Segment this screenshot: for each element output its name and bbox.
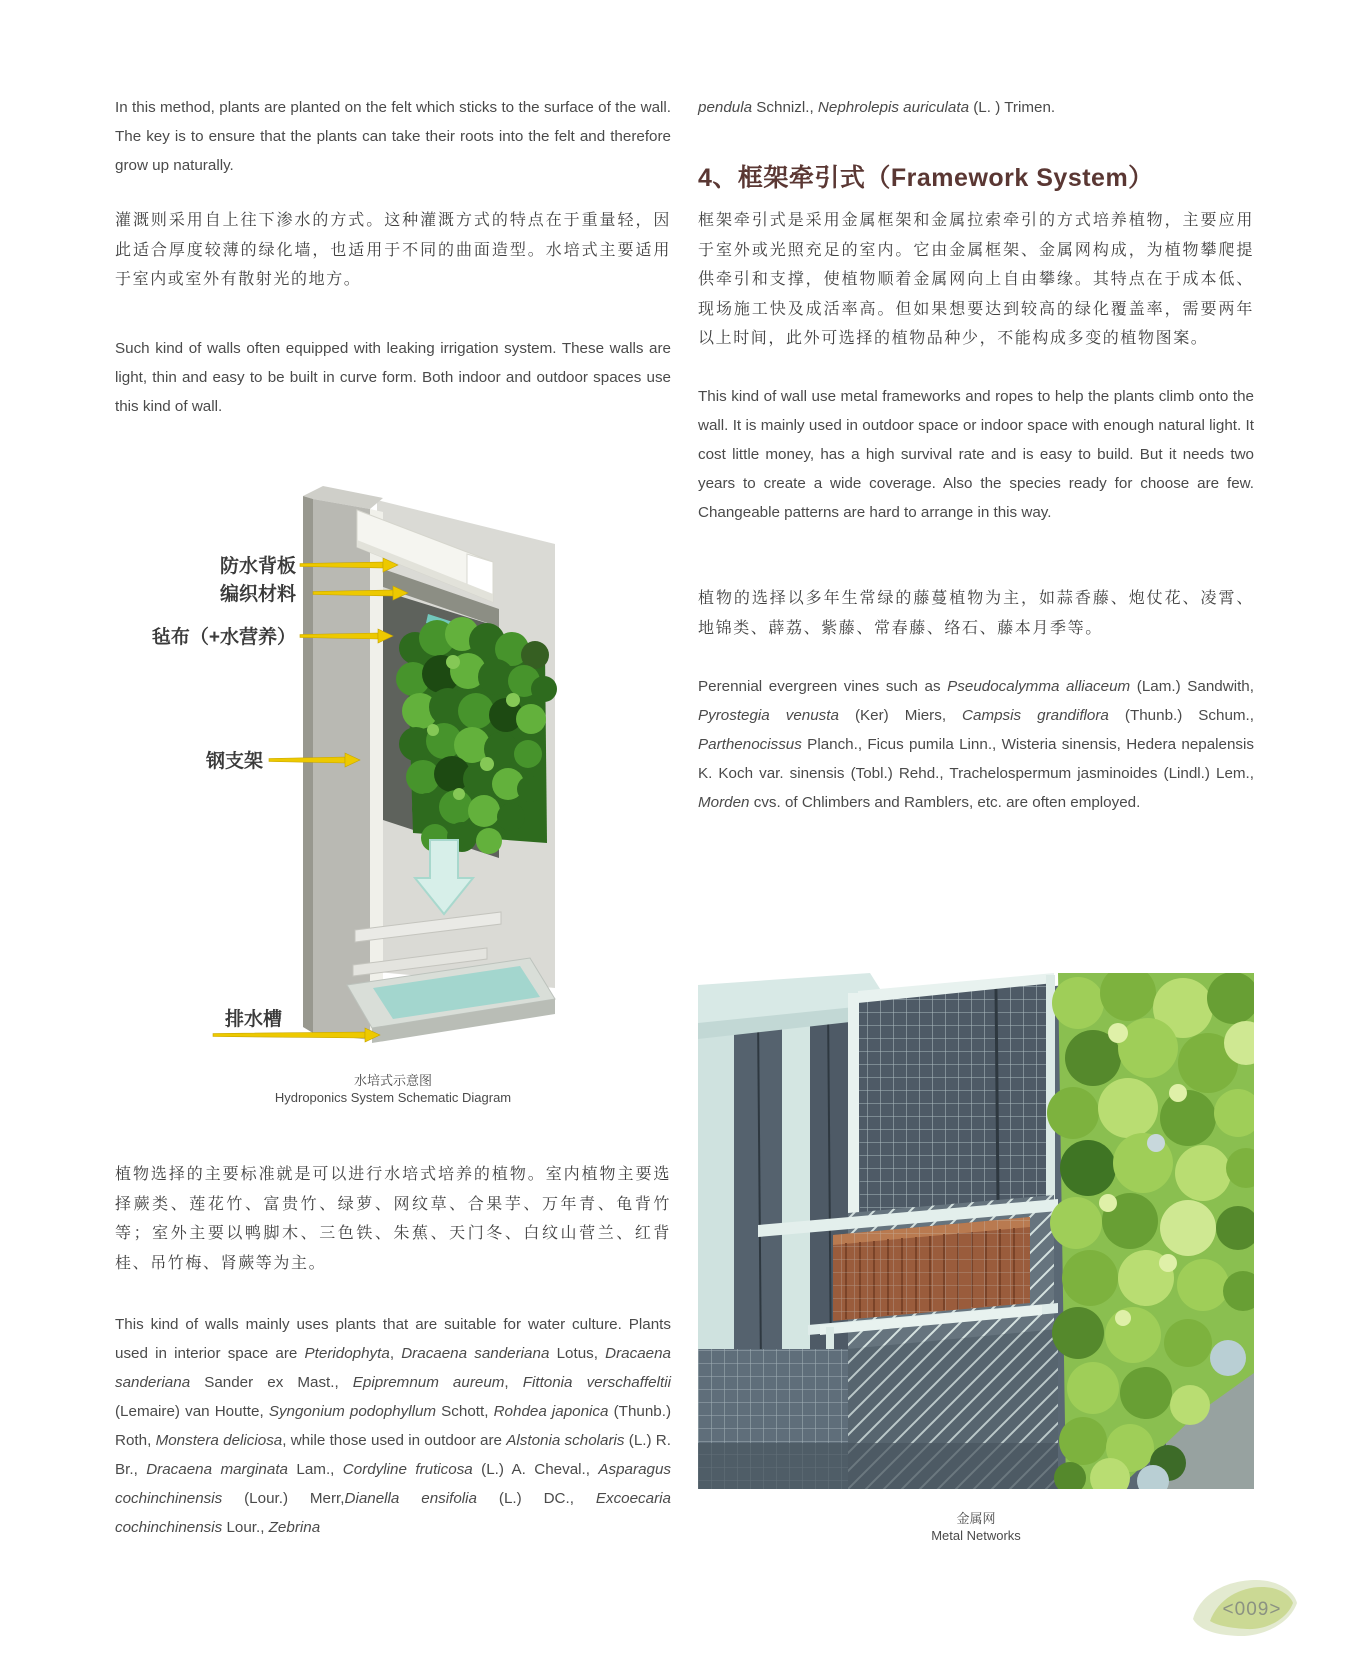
left-paragraph-plant-selection-zh: 植物选择的主要标准就是可以进行水培式培养的植物。室内植物主要选择蕨类、莲花竹、富贵竹、绿萝、网纹草、合果芋、万年青、龟背竹等；室外主要以鸭脚木、三色铁、朱蕉、天门冬、白纹山菅兰、红背桂、吊竹梅、肾蕨等为主。 (115, 1166, 671, 1272)
label-drainage-channel: 排水槽 (224, 1009, 282, 1030)
right-paragraph-vines-zh: 植物的选择以多年生常绿的藤蔓植物为主，如蒜香藤、炮仗花、凌霄、地锦类、薜荔、紫藤、常春藤、络石、藤本月季等。 (698, 590, 1254, 637)
photo-caption-en: Metal Networks (931, 1528, 1021, 1543)
label-arrow-icon (213, 1032, 365, 1038)
photo-caption (698, 1510, 1254, 1544)
page-number-leaf (1190, 1577, 1300, 1639)
left-paragraph-leaking-irrigation: Such kind of walls often equipped with leaking irrigation system. These walls are light, thin and easy to be built in curve form. Both indoor and outdoor spaces use this kind of wall. (115, 340, 671, 415)
label-woven-material: 编织材料 (219, 584, 296, 605)
left-paragraph-irrigation-zh: 灌溉则采用自上往下渗水的方式。这种灌溉方式的特点在于重量轻，因此适合厚度较薄的绿化墙，也适用于不同的曲面造型。水培式主要适用于室内或室外有散射光的地方。 (115, 212, 671, 288)
label-steel-support: 钢支架 (205, 751, 263, 772)
diagram-plant-mass (396, 617, 557, 854)
left-paragraph-felt-method: In this method, plants are planted on the felt which sticks to the surface of the wall. The key is to ensure that the plants can take their roots into the felt and therefore grow up naturally. (115, 99, 671, 174)
right-paragraph-framework-zh: 框架牵引式是采用金属框架和金属拉索牵引的方式培养植物，主要应用于室外或光照充足的室内。它由金属框架、金属网构成，为植物攀爬提供牵引和支撑，使植物顺着金属网向上自由攀缘。其特点在于成本低、现场施工快及成活率高。但如果想要达到较高的绿化覆盖率，需要两年以上时间，此外可选择的植物品种少，不能构成多变的植物图案。 (698, 212, 1254, 347)
page-number: <009> (1222, 1599, 1282, 1620)
left-paragraph-water-culture-species: This kind of walls mainly uses plants that are suitable for water culture. Plants used in interior space are Pteridophyta, Dracaena sanderiana Lotus, Dracaena sanderiana Sander ex Mast., Epipremnum aureum, Fittonia verschaffeltii (Lemaire) van Houtte, Syngonium podophyllum Schott, Rohdea japonica (Thunb.) Roth, Monstera deliciosa, while those used in outdoor are Alstonia scholaris (L.) R. Br., Dracaena marginata Lam., Cordyline fruticosa (L.) A. Cheval., Asparagus cochinchinensis (Lour.) Merr,Dianella ensifolia (L.) DC., Excoecaria cochinchinensis Lour., Zebrina (115, 1316, 672, 1536)
label-felt-nutrient: 毡布（+水营养） (151, 627, 296, 648)
section-heading-framework-system: 4、框架牵引式（Framework System） (698, 164, 1154, 192)
diagram-caption-zh: 水培式示意图 (353, 1073, 432, 1088)
label-arrow-icon (269, 757, 345, 763)
photo-bottom-panels (698, 1329, 1058, 1489)
diagram-caption-en: Hydroponics System Schematic Diagram (274, 1090, 512, 1105)
right-paragraph-vines-en: Perennial evergreen vines such as Pseudocalymma alliaceum (Lam.) Sandwith, Pyrostegia venusta (Ker) Miers, Campsis grandiflora (Thunb.) Schum., Parthenocissus Planch., Ficus pumila Linn., Wisteria sinensis, Hedera nepalensis K. Koch var. sinensis (Tobl.) Rehd., Trachelospermum jasminoides (Lindl.) Lem., Morden cvs. of Chlimbers and Ramblers, etc. are often employed. (698, 678, 1254, 811)
right-paragraph-framework-en: This kind of wall use metal frameworks and ropes to help the plants climb onto the wall. It is mainly used in outdoor space or indoor space with enough natural light. It cost little money, has a high survival rate and is easy to build. But it needs two years to create a wide coverage. Also the species ready for choose are few. Changeable patterns are hard to arrange in this way. (698, 388, 1254, 521)
label-waterproof-back-panel: 防水背板 (219, 556, 296, 577)
metal-networks-photo (698, 973, 1254, 1489)
hydroponics-diagram (115, 448, 671, 1066)
diagram-caption (115, 1072, 671, 1106)
right-paragraph-pendula: pendula Schnizl., Nephrolepis auriculata (L. ) Trimen. (698, 99, 1056, 116)
photo-caption-zh: 金属网 (956, 1511, 996, 1526)
